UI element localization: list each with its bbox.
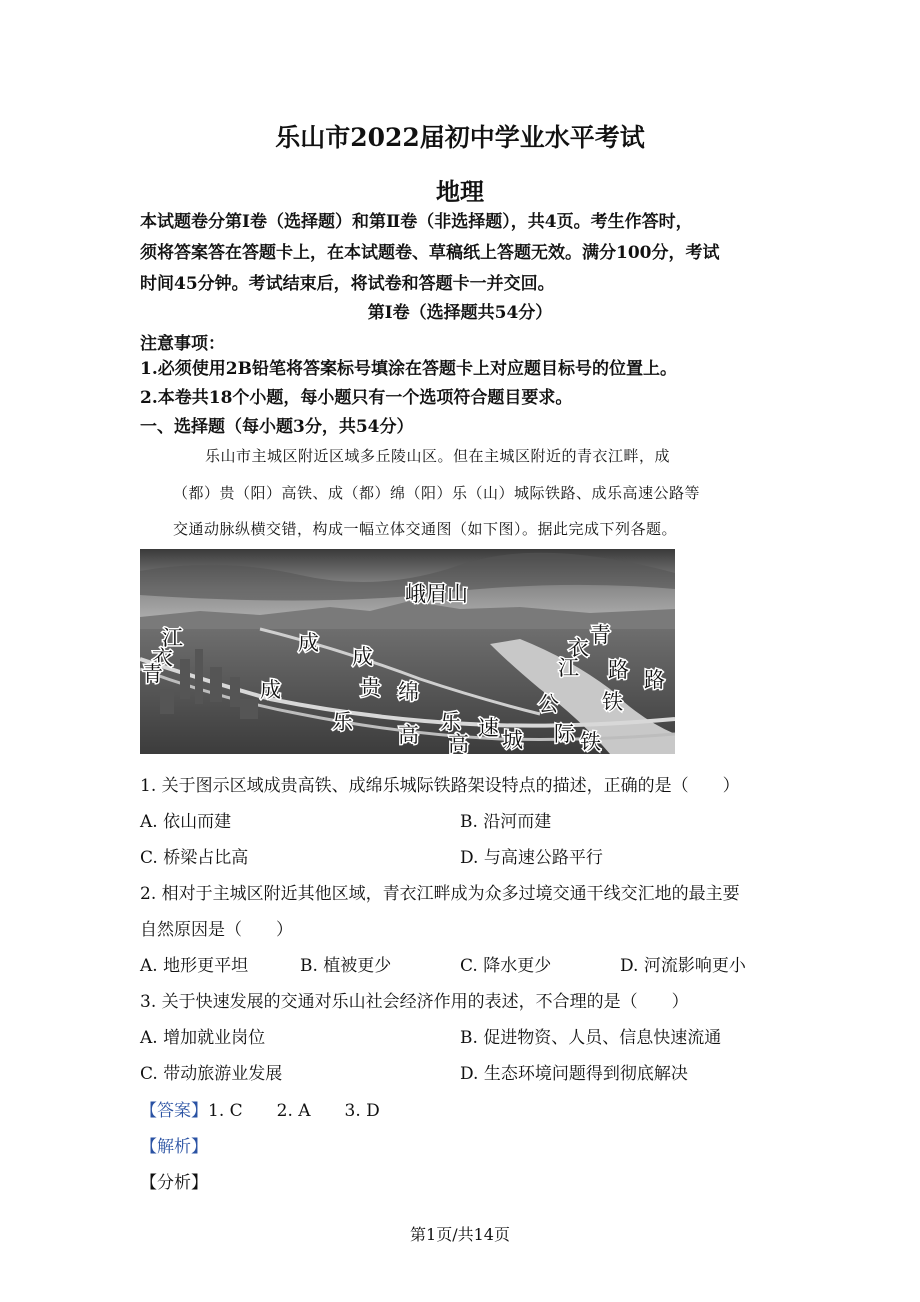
- label-cheng-2: 成: [352, 645, 373, 669]
- question-2-stem: 2. 相对于主城区附近其他区域，青衣江畔成为众多过境交通干线交汇地的最主要: [140, 884, 740, 904]
- q1-option-b: B. 沿河而建: [460, 812, 552, 832]
- aerial-photo: [140, 549, 675, 754]
- note-item: 1.必须使用2B铅笔将答案标号填涂在答题卡上对应题目标号的位置上。: [140, 359, 677, 379]
- part-heading: 一、选择题（每小题3分，共54分）: [140, 417, 414, 437]
- q3-option-c: C. 带动旅游业发展: [140, 1064, 283, 1084]
- subject-title: 地理: [436, 177, 484, 206]
- question-1-stem: 1. 关于图示区域成贵高铁、成绵乐城际铁路架设特点的描述，正确的是（ ）: [140, 776, 740, 796]
- q3-option-a: A. 增加就业岗位: [140, 1028, 266, 1048]
- q2-option-b: B. 植被更少: [300, 956, 392, 976]
- label-jiang-left: 江: [162, 626, 183, 650]
- label-yi-right: 衣: [568, 636, 589, 660]
- question-3-stem: 3. 关于快速发展的交通对乐山社会经济作用的表述，不合理的是（ ）: [140, 992, 689, 1012]
- instructions: [140, 207, 780, 300]
- label-qing-right: 青: [590, 623, 611, 647]
- q2-option-c: C. 降水更少: [460, 956, 552, 976]
- instruction-line: 本试题卷分第Ⅰ卷（选择题）和第Ⅱ卷（非选择题），共4页。考生作答时，: [140, 212, 693, 232]
- q1-option-a: A. 依山而建: [140, 812, 232, 832]
- q1-option-c: C. 桥梁占比高: [140, 848, 249, 868]
- fenxi-tag: 【分析】: [140, 1173, 208, 1193]
- label-yi-left: 衣: [152, 646, 173, 670]
- question-2-stem-cont: 自然原因是（ ）: [140, 920, 293, 940]
- page-footer: 第1页/共14页: [410, 1225, 510, 1244]
- label-jiang-right: 江: [558, 656, 579, 680]
- answer-line: [140, 1096, 380, 1121]
- exam-title: 乐山市2022届初中学业水平考试: [275, 123, 645, 152]
- notes-heading: 注意事项：: [140, 334, 225, 354]
- intro-line: （都）贵（阳）高铁、成（都）绵（阳）乐（山）城际铁路、成乐高速公路等: [173, 484, 701, 502]
- answer-tag: 【答案】: [140, 1101, 208, 1121]
- label-cheng-1: 成: [298, 631, 319, 655]
- answer-1: 1. C: [208, 1101, 243, 1121]
- label-tie-1: 铁: [580, 730, 601, 754]
- label-gong: 公: [538, 692, 559, 716]
- instruction-line: 须将答案答在答题卡上，在本试题卷、草稿纸上答题无效。满分100分，考试: [140, 243, 720, 263]
- label-le-1: 乐: [332, 710, 353, 734]
- q3-option-b: B. 促进物资、人员、信息快速流通: [460, 1028, 722, 1048]
- label-su: 速: [478, 716, 499, 740]
- label-lu-2: 路: [644, 668, 665, 692]
- q3-option-d: D. 生态环境问题得到彻底解决: [460, 1064, 688, 1084]
- q2-option-a: A. 地形更平坦: [140, 956, 249, 976]
- label-lu-1: 路: [608, 658, 629, 682]
- label-cheng-4: 城: [502, 728, 523, 752]
- analysis-tag: 【解析】: [140, 1137, 208, 1157]
- intro-line: 交通动脉纵横交错，构成一幅立体交通图（如下图）。据此完成下列各题。: [173, 520, 678, 538]
- label-gao-2: 高: [448, 732, 469, 754]
- q2-option-d: D. 河流影响更小: [620, 956, 746, 976]
- label-ji: 际: [554, 722, 575, 746]
- label-gui: 贵: [360, 676, 381, 700]
- answer-3: 3. D: [344, 1101, 380, 1121]
- label-emei-mountain: 峨眉山: [405, 582, 468, 606]
- q1-option-d: D. 与高速公路平行: [460, 848, 603, 868]
- label-mian: 绵: [398, 680, 419, 704]
- label-tie-2: 铁: [602, 690, 623, 714]
- label-le-2: 乐: [440, 710, 461, 734]
- note-item: 2.本卷共18个小题，每小题只有一个选项符合题目要求。: [140, 388, 573, 408]
- label-gao-1: 高: [398, 723, 419, 747]
- instruction-line: 时间45分钟。考试结束后，将试卷和答题卡一并交回。: [140, 274, 555, 294]
- section-title: 第Ⅰ卷（选择题共54分）: [367, 303, 553, 323]
- label-cheng-3: 成: [260, 678, 281, 702]
- answer-2: 2. A: [276, 1101, 311, 1121]
- label-qing-left: 青: [142, 662, 163, 686]
- intro-line: 乐山市主城区附近区域多丘陵山区。但在主城区附近的青衣江畔，成: [205, 447, 671, 465]
